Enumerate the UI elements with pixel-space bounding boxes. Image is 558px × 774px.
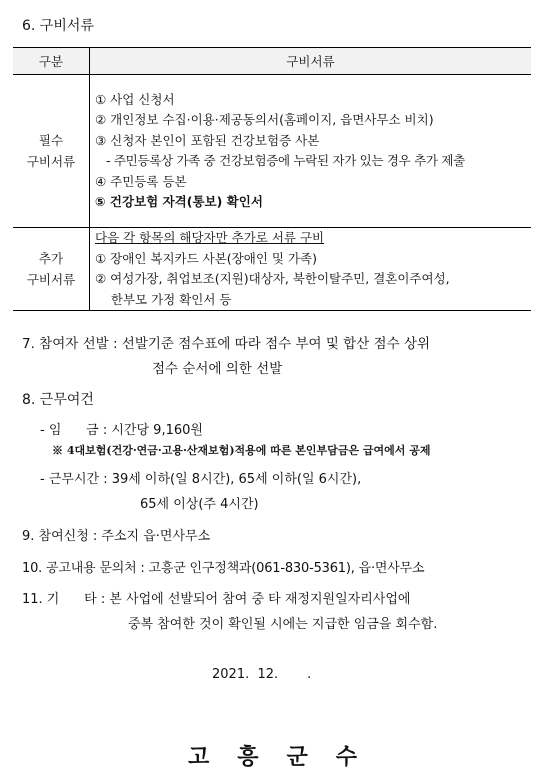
issuer-name: 고흥군수	[188, 745, 386, 770]
header-documents: 구비서류	[90, 48, 532, 75]
section-6-title: 6. 구비서류	[22, 18, 94, 34]
section-9: 9. 참여신청 : 주소지 읍·면사무소	[22, 529, 211, 544]
list-item: ③ 신청자 본인이 포함된 건강보험증 사본	[95, 132, 320, 148]
table-row-required	[13, 75, 531, 228]
hours-line2: 65세 이상(주 4시간)	[140, 497, 259, 512]
section-11-line2: 중복 참여한 것이 확인될 시에는 지급한 임금을 회수함.	[128, 617, 438, 632]
list-item: - 주민등록상 가족 중 건강보험증에 누락된 자가 있는 경우 추가 제출	[95, 153, 465, 168]
list-item: 한부모 가정 확인서 등	[95, 291, 232, 307]
list-item: ① 사업 신청서	[95, 91, 175, 107]
section-7-line2: 점수 순서에 의한 선발	[152, 361, 283, 377]
insurance-note: ※ 4대보험(건강·연금·고용·산재보험)적용에 따른 본인부담금은 급여에서 공제	[52, 444, 431, 457]
hours-line1: - 근무시간 : 39세 이하(일 8시간), 65세 이하(일 6시간),	[40, 472, 362, 487]
wage-line: - 임 금 : 시간당 9,160원	[40, 423, 203, 438]
table-row-additional	[13, 228, 531, 311]
table-header-row	[13, 48, 531, 75]
list-item: ④ 주민등록 등본	[95, 173, 187, 189]
section-11-line1: 11. 기 타 : 본 사업에 선발되어 참여 중 타 재정지원일자리사업에	[22, 592, 411, 607]
additional-label: 추가 구비서류	[13, 228, 90, 311]
additional-items	[90, 228, 532, 311]
list-item: ② 개인정보 수집·이용·제공동의서(홈페이지, 읍면사무소 비치)	[95, 112, 434, 127]
section-7-line1: 7. 참여자 선발 : 선발기준 점수표에 따라 점수 부여 및 합산 점수 상위	[22, 336, 430, 352]
section-10: 10. 공고내용 문의처 : 고흥군 인구정책과(061-830-5361), 읍·면사무소	[22, 561, 425, 576]
required-documents-table	[13, 47, 531, 311]
list-item: ⑤ 건강보험 자격(통보) 확인서	[95, 194, 263, 209]
header-category: 구분	[13, 48, 90, 75]
additional-intro: 다음 각 항목의 해당자만 추가로 서류 구비	[95, 230, 325, 245]
required-label: 필수 구비서류	[13, 75, 90, 228]
list-item: ② 여성가장, 취업보조(지원)대상자, 북한이탈주민, 결혼이주여성,	[95, 271, 450, 286]
section-8-title: 8. 근무여건	[22, 392, 94, 408]
document-date: 2021. 12. .	[212, 667, 312, 682]
list-item: ① 장애인 복지카드 사본(장애인 및 가족)	[95, 250, 317, 266]
required-items	[90, 75, 532, 228]
